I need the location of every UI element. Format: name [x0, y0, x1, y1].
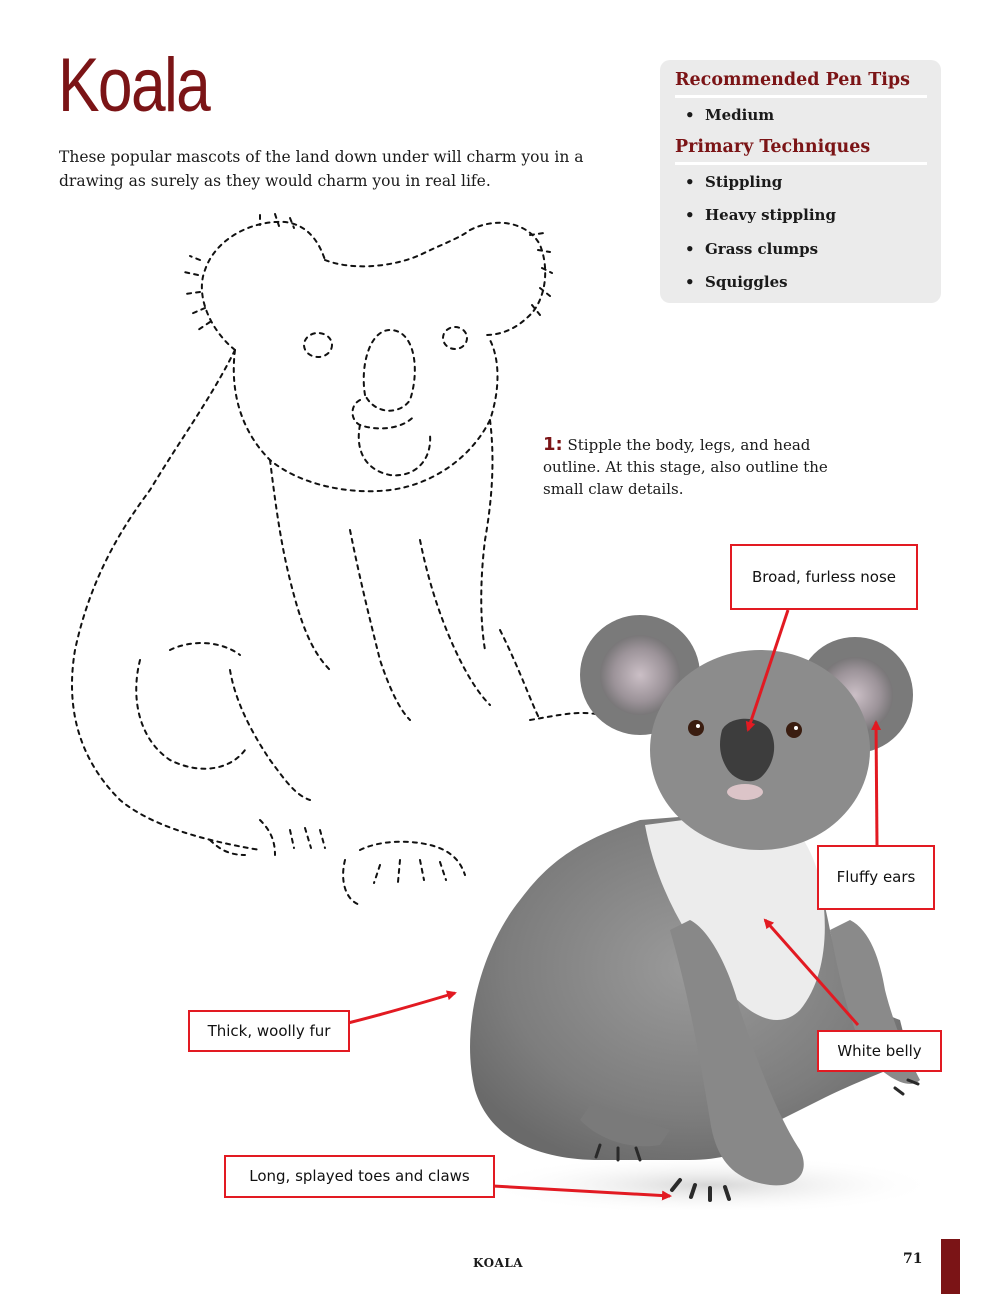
callout-belly: White belly — [817, 1030, 942, 1072]
pen-tips-heading: Recommended Pen Tips — [675, 70, 910, 90]
intro-paragraph: These popular mascots of the land down under will charm you in a drawing as surely as they would charm you in real life. — [59, 148, 584, 190]
bullet-icon: • — [685, 173, 695, 191]
callout-nose: Broad, furless nose — [730, 544, 918, 610]
pen-tips-sidebar — [660, 60, 941, 303]
step-number: 1: — [543, 434, 563, 455]
technique-item: • Squiggles — [685, 273, 788, 291]
bullet-icon: • — [685, 273, 695, 291]
bullet-icon: • — [685, 240, 695, 258]
heading-rule — [675, 162, 927, 165]
step-text: Stipple the body, legs, and head outline. At this stage, also outline the small claw details. — [543, 436, 828, 498]
pen-tip-item: • Medium — [685, 106, 775, 124]
page-number: 71 — [903, 1251, 923, 1267]
technique-item: • Heavy stippling — [685, 206, 836, 224]
page-edge-tab — [941, 1239, 960, 1294]
callout-ears: Fluffy ears — [817, 845, 935, 910]
page-title: Koala — [58, 43, 210, 128]
technique-item: • Grass clumps — [685, 240, 819, 258]
heading-rule — [675, 95, 927, 98]
bullet-icon: • — [685, 206, 695, 224]
callout-fur: Thick, woolly fur — [188, 1010, 350, 1052]
callout-toes: Long, splayed toes and claws — [224, 1155, 495, 1198]
footer-section-title: KOALA — [473, 1256, 524, 1270]
techniques-heading: Primary Techniques — [675, 137, 871, 157]
bullet-icon: • — [685, 106, 695, 124]
technique-item: • Stippling — [685, 173, 783, 191]
